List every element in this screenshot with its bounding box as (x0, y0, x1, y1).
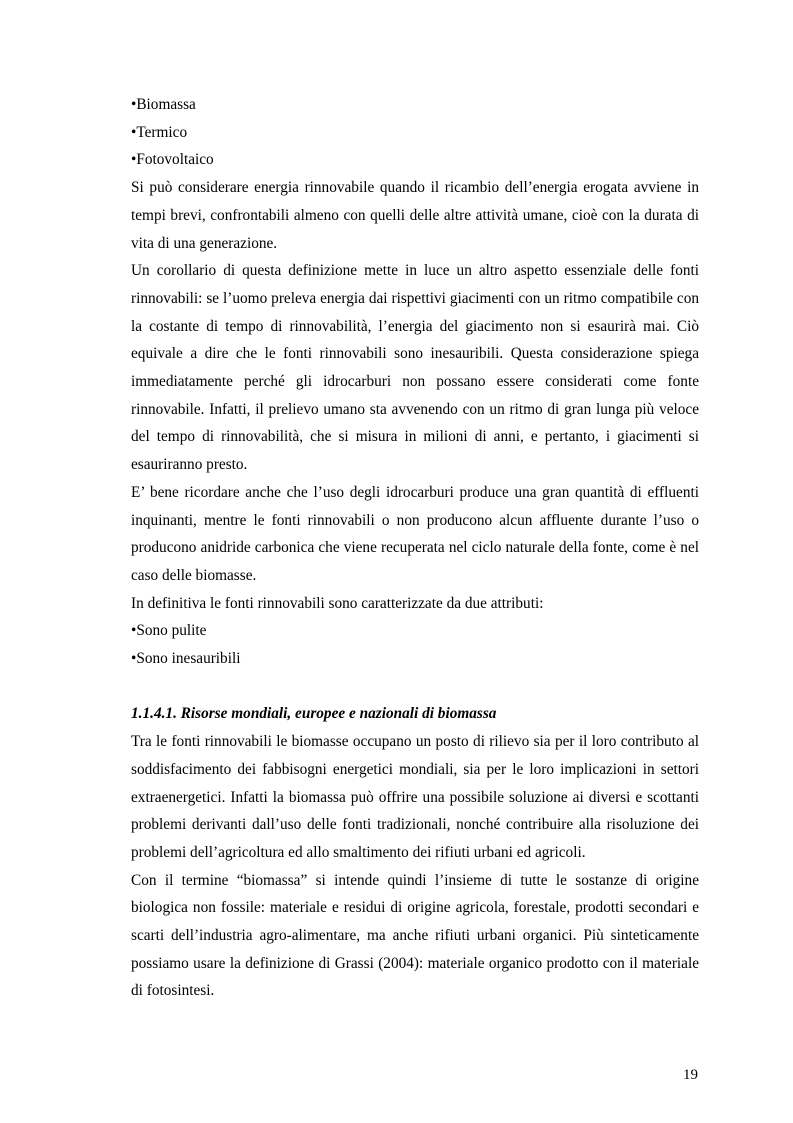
paragraph: Tra le fonti rinnovabili le biomasse occupano un posto di rilievo sia per il loro contributo al soddisfacimento dei fabbisogni energetici mondiali, sia per le loro implicazioni in settori extraenergetici. Infatti la biomassa può offrire una possibile soluzione ai diversi e scottanti problemi derivanti dall’uso delle fonti tradizionali, nonché contribuire alla risoluzione dei problemi dell’agricoltura ed allo smaltimento dei rifiuti urbani ed agricoli. (131, 733, 699, 861)
attributes-list (131, 617, 699, 672)
paragraph: Si può considerare energia rinnovabile quando il ricambio dell’energia erogata avviene in tempi brevi, confrontabili almeno con quelli delle altre attività umane, cioè con la durata di vita di una generazione. (131, 179, 699, 252)
paragraph: Un corollario di questa definizione mette in luce un altro aspetto essenziale delle fonti rinnovabili: se l’uomo preleva energia dai rispettivi giacimenti con un ritmo compatibile con la costante di tempo di rinnovabilità, l’energia del giacimento non si esaurirà mai. Ciò equivale a dire che le fonti rinnovabili sono inesauribili. Questa considerazione spiega immediatamente perché gli idrocarburi non possano essere considerati come fonte rinnovabile. Infatti, il prelievo umano sta avvenendo con un ritmo di gran lunga più veloce del tempo di rinnovabilità, che si misura in milioni di anni, e pertanto, i giacimenti si esauriranno presto. (131, 262, 699, 474)
section-heading: 1.1.4.1. Risorse mondiali, europee e nazionali di biomassa (131, 705, 497, 723)
document-page (131, 91, 699, 1005)
paragraph: Con il termine “biomassa” si intende quindi l’insieme di tutte le sostanze di origine biologica non fossile: materiale e residui di origine agricola, forestale, prodotti secondari e scarti dell’industria agro-alimentare, ma anche rifiuti urbani organici. Più sinteticamente possiamo usare la definizione di Grassi (2004): materiale organico prodotto con il materiale di fotosintesi. (131, 871, 699, 1000)
list-item: •Biomassa (131, 96, 196, 113)
paragraph: In definitiva le fonti rinnovabili sono caratterizzate da due attributi: (131, 594, 544, 612)
list-item: •Sono inesauribili (131, 650, 241, 668)
list-item: •Sono pulite (131, 622, 207, 640)
energy-types-list (131, 91, 699, 174)
paragraph: E’ bene ricordare anche che l’uso degli idrocarburi produce una gran quantità di effluenti inquinanti, mentre le fonti rinnovabili o non producono alcun affluente durante l’uso o producono anidride carbonica che viene recuperata nel ciclo naturale della fonte, come è nel caso delle biomasse. (131, 483, 699, 584)
list-item: •Fotovoltaico (131, 151, 214, 169)
page-number: 19 (683, 1067, 698, 1083)
list-item: •Termico (131, 123, 188, 141)
